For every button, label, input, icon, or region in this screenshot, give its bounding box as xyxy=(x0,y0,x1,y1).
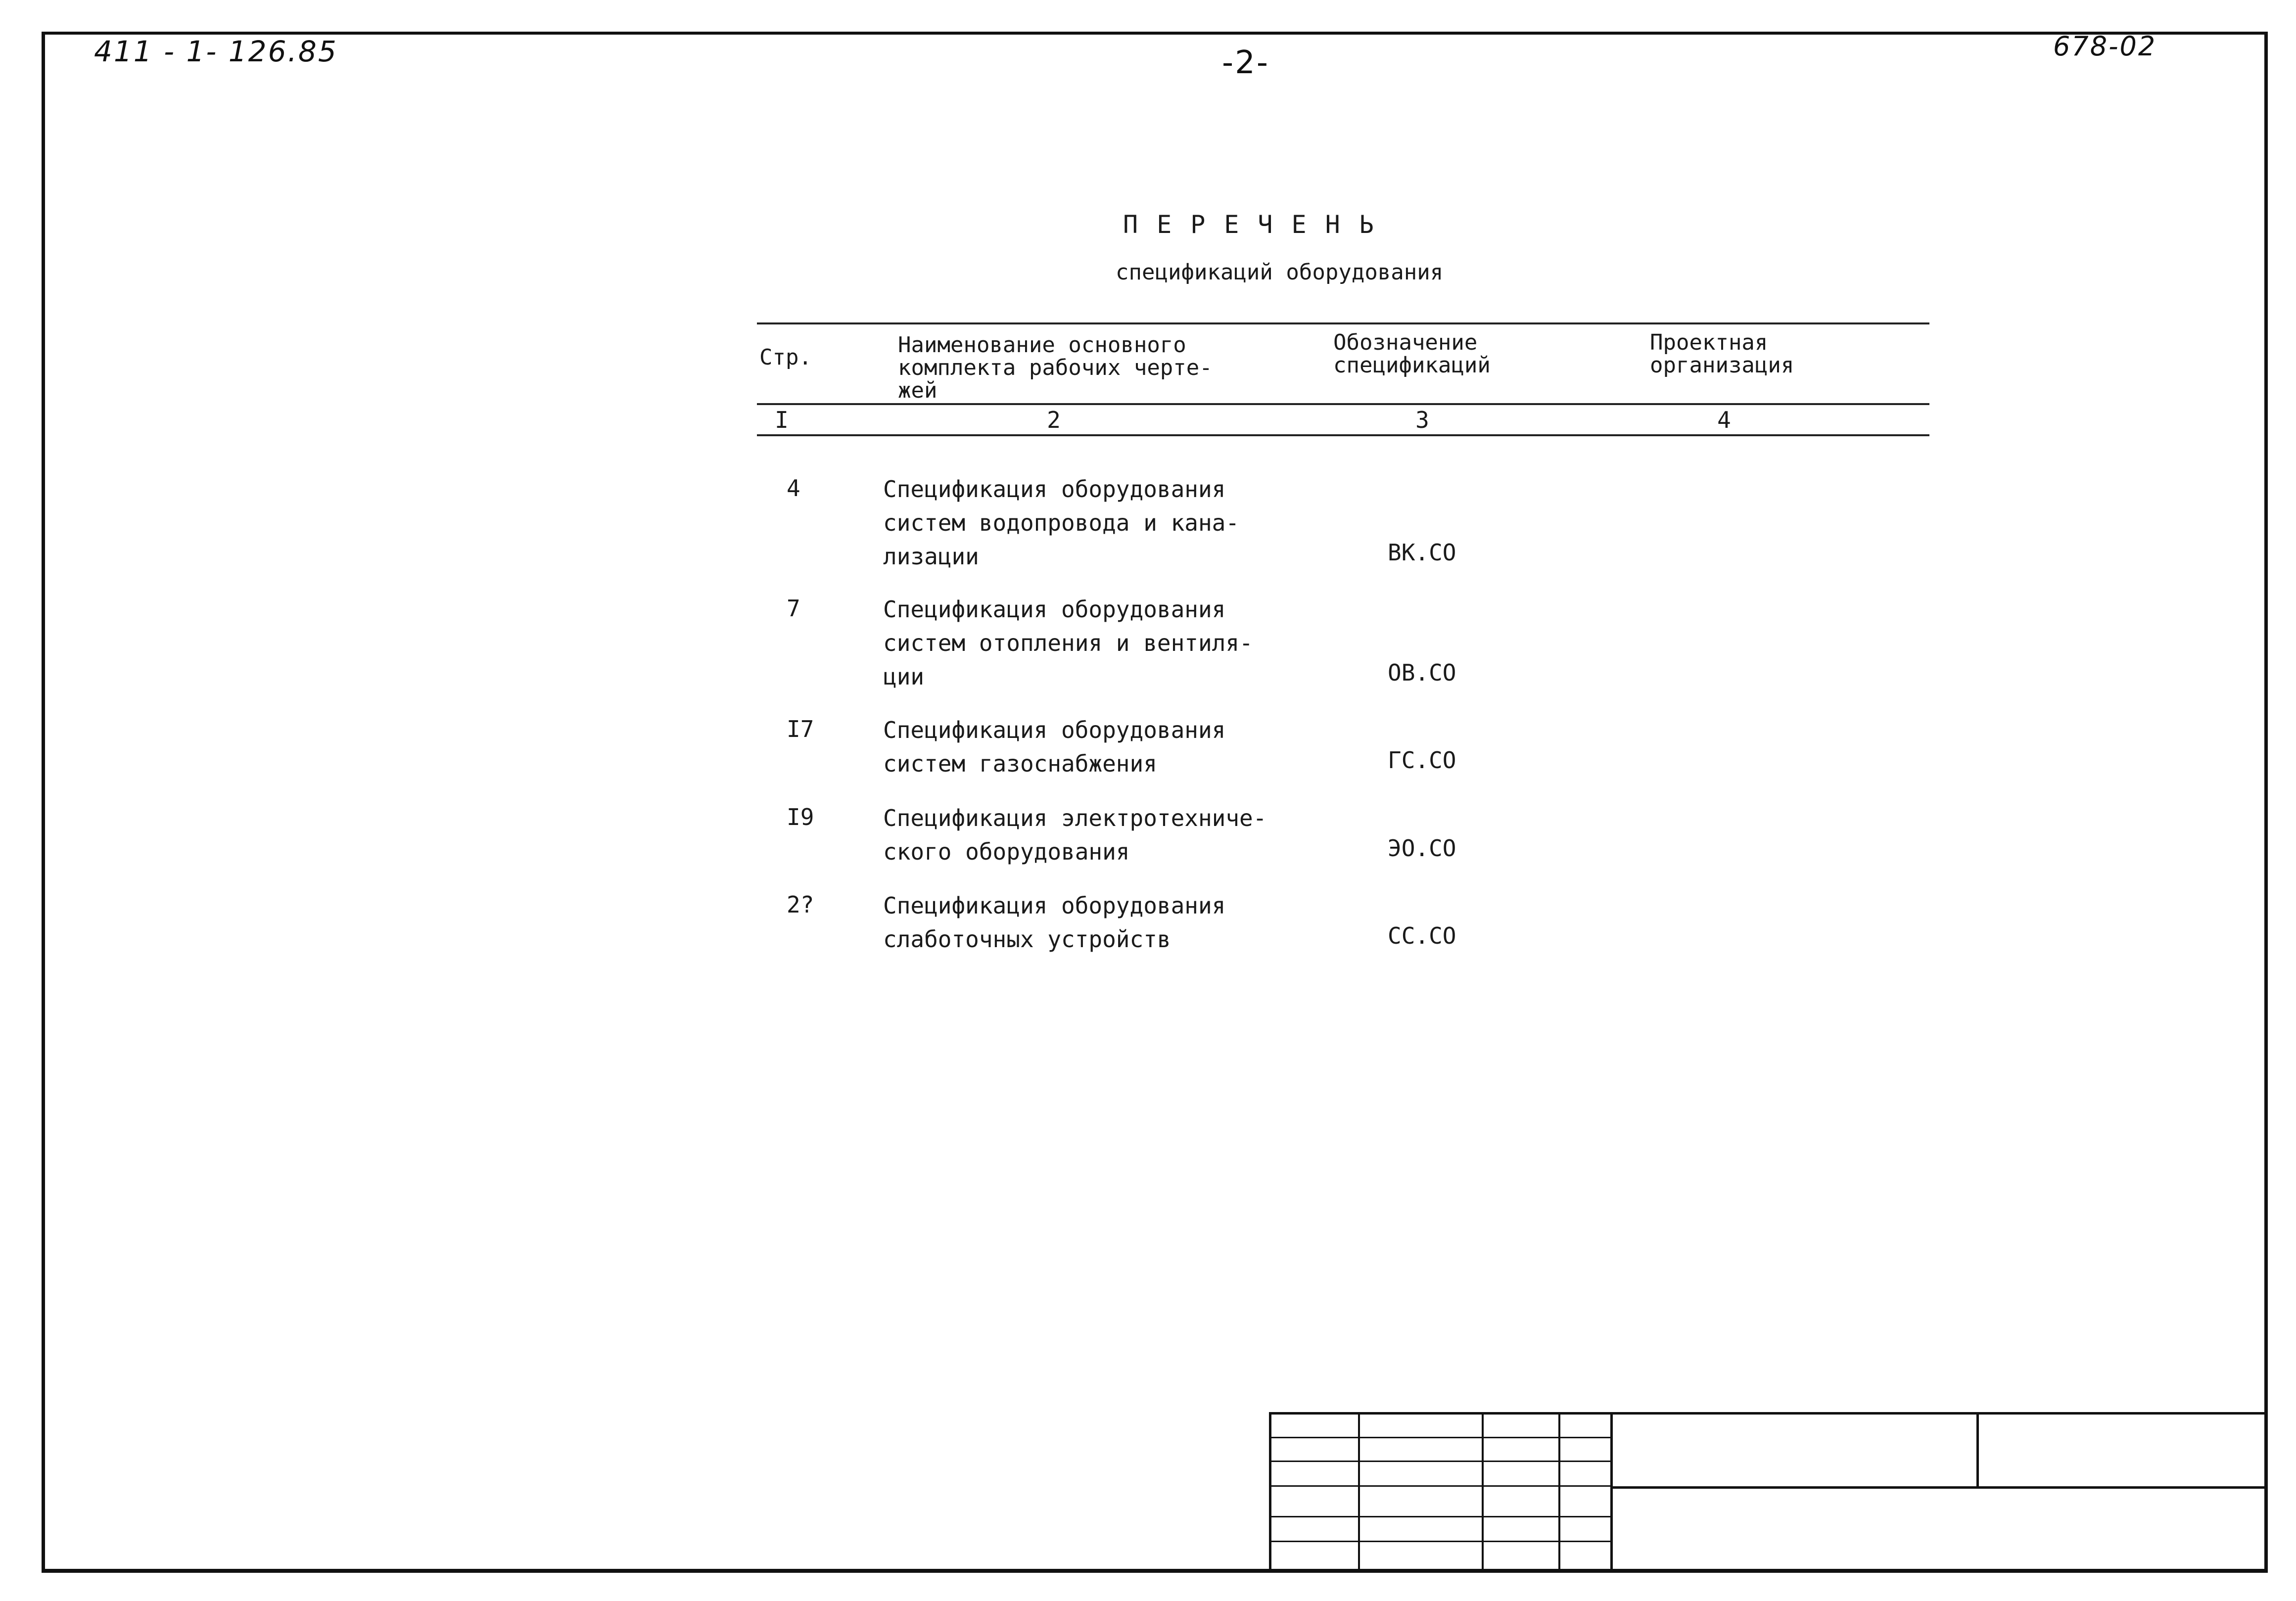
row-spec-name: Спецификация оборудования слаботочных устройств xyxy=(883,892,1226,953)
row-spec-name: Спецификация оборудования систем отопления и вентиля- ции xyxy=(883,596,1253,690)
row-page-number: 7 xyxy=(787,595,800,622)
page-number: -2- xyxy=(1222,45,1269,81)
column-number-1: I xyxy=(775,407,789,433)
row-page-number: I9 xyxy=(787,804,814,830)
row-spec-code: ЭО.СО xyxy=(1388,835,1456,862)
column-header-page: Стр. xyxy=(759,345,812,370)
row-spec-code: СС.СО xyxy=(1388,922,1456,949)
column-header-name: Наименование основного комплекта рабочих черте- жей xyxy=(898,332,1213,403)
row-spec-code: ОВ.СО xyxy=(1388,659,1456,686)
row-page-number: 4 xyxy=(787,475,800,502)
sheet-code: 678-02 xyxy=(2053,31,2157,62)
column-number-3: 3 xyxy=(1415,407,1429,433)
column-header-organization: Проектная организация xyxy=(1650,330,1794,378)
row-page-number: I7 xyxy=(787,716,814,742)
page-title: ПЕРЕЧЕНЬ xyxy=(1123,210,1393,239)
table-top-rule xyxy=(757,322,1929,324)
row-spec-code: ГС.СО xyxy=(1388,747,1456,774)
row-spec-name: Спецификация оборудования систем водопровода и кана- лизации xyxy=(883,476,1240,570)
row-spec-code: ВК.СО xyxy=(1388,539,1456,566)
document-code: 411 - 1- 126.85 xyxy=(94,35,338,68)
column-header-designation: Обозначение спецификаций xyxy=(1333,330,1491,378)
page-subtitle: спецификаций оборудования xyxy=(1116,260,1444,285)
row-spec-name: Спецификация электротехниче- ского оборудования xyxy=(883,805,1267,865)
row-page-number: 2? xyxy=(787,891,814,918)
column-number-4: 4 xyxy=(1717,407,1731,433)
row-spec-name: Спецификация оборудования систем газоснабжения xyxy=(883,717,1226,777)
column-number-2: 2 xyxy=(1047,407,1061,433)
table-numbers-rule xyxy=(757,434,1929,436)
table-header-rule xyxy=(757,403,1929,405)
